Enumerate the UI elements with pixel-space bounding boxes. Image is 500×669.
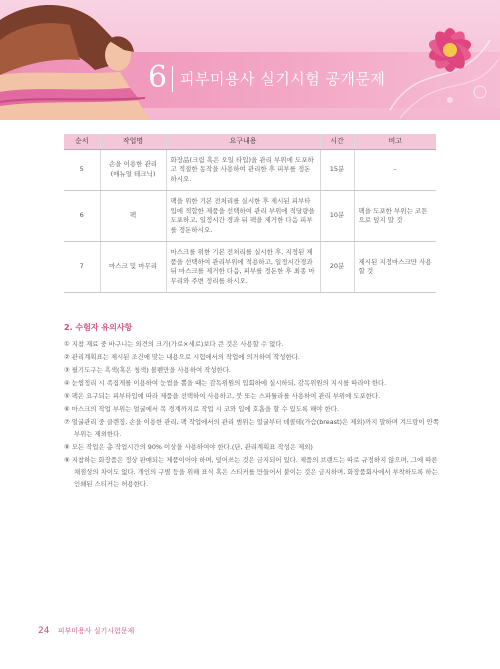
cell-requirement: 팩을 위한 기본 전처리를 실시한 후 제시된 피부타입에 적합한 제품을 선택하여 관리 부위에 적당량을 도포하고, 일정시간 경과 뒤 팩을 제거한 다음 피부를 정돈하시오. <box>166 191 320 242</box>
task-table <box>64 134 436 293</box>
list-item: ⑧ 모든 작업은 총 작업시간의 90% 이상을 사용하여야 한다.(단, 관리계획표 작성은 제외) <box>64 443 313 451</box>
list-item: ⑨ 지참하는 화장품은 정상 판매되는 제품이어야 하며, 덮어쓰는 것은 금지되어 있다. 제품의 브랜드는 따로 규정하지 않으며, 그에 따른 채점상의 차이도 없다. 개인의 구별 등을 위해 표식 혹은 스티커를 만들어서 붙이는 것은 금지하며, 화장품회사에서 부착하도록 하는 인쇄된 스티커는 허용한다. <box>64 456 438 488</box>
cell-no: 5 <box>64 149 100 191</box>
cell-time: 20분 <box>320 242 354 293</box>
cell-task-name: 손을 이용한 관리 (매뉴얼 테크닉) <box>100 149 166 191</box>
header-cell: 요구내용 <box>166 134 320 149</box>
table-header-row <box>64 134 436 149</box>
cell-time: 10분 <box>320 191 354 242</box>
table-row <box>64 191 436 242</box>
list-item: ⑤ 팩은 요구되는 피부타입에 따라 제품을 선택하여 사용하고, 붓 또는 스파튤라를 사용하여 관리 부위에 도포한다. <box>64 392 381 400</box>
precautions-section <box>64 322 442 491</box>
list-item: ① 지참 재료 중 바구니는 외견의 크기(가로×세로)보다 큰 것은 사용할 수 없다. <box>64 340 284 348</box>
section-heading: 2. 수험자 유의사항 <box>64 323 133 332</box>
cell-time: 15분 <box>320 149 354 191</box>
table-row <box>64 149 436 191</box>
table-row <box>64 242 436 293</box>
cell-task-name: 팩 <box>100 191 166 242</box>
header-cell: 작업명 <box>100 134 166 149</box>
flower-icon <box>418 18 482 82</box>
cell-no: 6 <box>64 191 100 242</box>
list-item: ⑦ 얼굴관리 중 클렌징, 손을 이용한 관리, 팩 작업에서의 관리 범위는 얼굴부터 데콜테(가슴(breast)은 제외)까지 말하며 겨드랑이 안쪽 부위는 제외한다. <box>64 418 439 438</box>
page-footer <box>38 626 134 636</box>
cell-requirement: 마스크를 위한 기본 전처리를 실시한 후, 지정된 제품을 선택하여 관리부위에 적용하고, 일정시간경과 뒤 마스크를 제거한 다음, 피부를 정돈한 후 최종 마무리와 주변 정리를 하시오. <box>166 242 320 293</box>
cell-requirement: 화장品(크림 혹은 오일 타입)을 관리 부위에 도포하고 적절한 동작을 사용하여 관리한 후 피부를 정돈하시오. <box>166 149 320 191</box>
header-cell: 시간 <box>320 134 354 149</box>
chapter-number: 6 <box>148 60 168 95</box>
cell-note: – <box>354 149 436 191</box>
list-item: ⑥ 마스크의 작업 부위는 얼굴에서 목 경계까지로 작업 시 코와 입에 호흡을 할 수 있도록 해야 한다. <box>64 405 339 413</box>
cell-note: 제시된 지정마스크만 사용할 것 <box>354 242 436 293</box>
header-cell: 비고 <box>354 134 436 149</box>
cell-task-name: 마스크 및 마무리 <box>100 242 166 293</box>
page-number: 24 <box>38 626 50 636</box>
chapter-banner <box>0 0 500 120</box>
list-item: ③ 필기도구는 흑색(혹은 청색) 볼펜만을 사용하여 작성한다. <box>64 366 231 374</box>
cell-no: 7 <box>64 242 100 293</box>
chapter-title: 피부미용사 실기시험 공개문제 <box>180 70 386 88</box>
chapter-divider <box>172 66 173 92</box>
list-item: ② 관리계획표는 제시된 조건에 맞는 내용으로 시험에서의 작업에 의거하여 작성한다. <box>64 353 300 361</box>
list-item: ④ 눈썹정리 시 족집게를 이용하여 눈썹을 뽑을 때는 감독위원의 입회하에 실시하되, 감독위원의 지시를 따라야 한다. <box>64 379 387 387</box>
cell-note: 팩을 도포한 부위는 코튼으로 덮지 말 것 <box>354 191 436 242</box>
footer-text: 피부미용사 실기시험문제 <box>57 627 135 635</box>
woman-illustration <box>0 0 150 120</box>
header-cell: 순서 <box>64 134 100 149</box>
